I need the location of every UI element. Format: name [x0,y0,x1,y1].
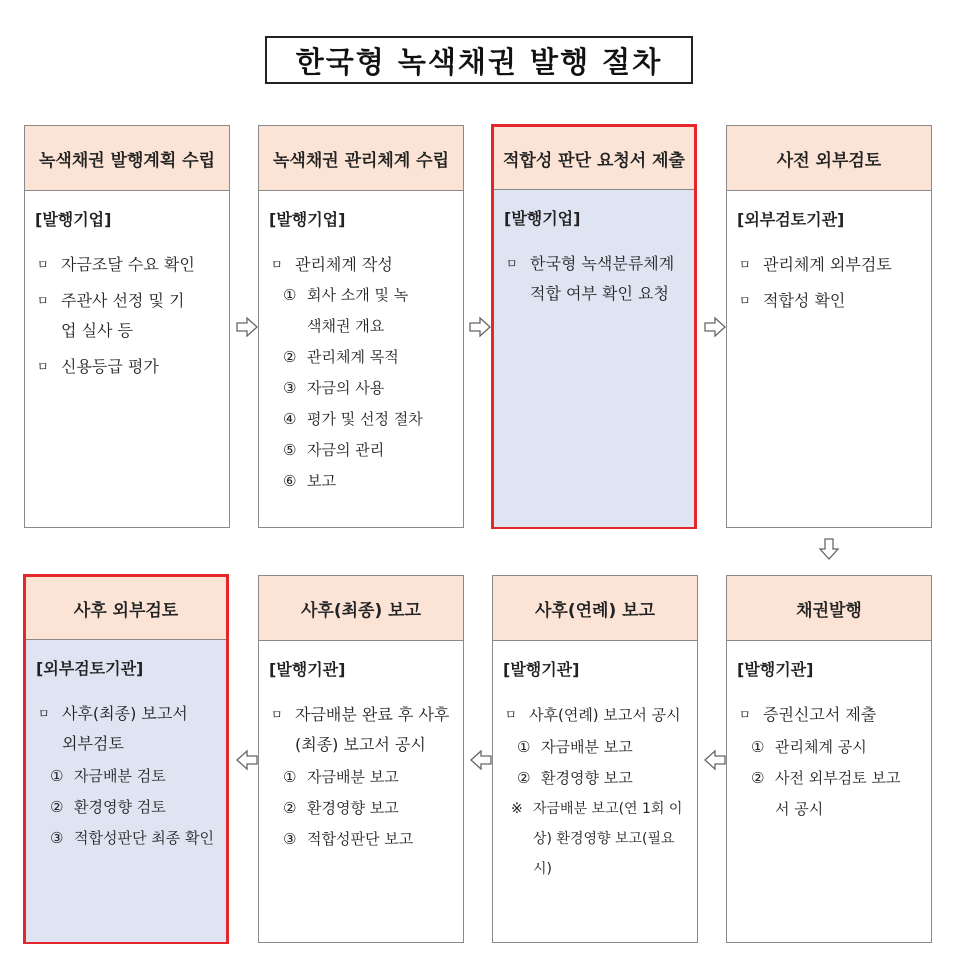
square-bullet-icon: ㅁ [271,258,283,272]
step-title: 사후(연례) 보고 [493,576,697,641]
arrow-right-icon [704,316,726,338]
step-post-external-review [23,574,229,944]
actor-label: [외부검토기관] [737,210,845,229]
step-pre-external-review [726,125,932,528]
bullet-item: ㅁ 주관사 선정 및 기업 실사 등 [35,286,221,346]
square-bullet-icon: ㅁ [739,294,751,308]
sub-item: ② 관리체계 목적 [283,348,399,366]
actor-label: [외부검토기관] [36,659,144,678]
sub-item: ① 자금배분 보고 [517,738,633,756]
actor-label: [발행기업] [269,210,346,229]
square-bullet-icon: ㅁ [506,257,518,271]
actor-label: [발행기관] [503,660,580,679]
sub-item: ① 자금배분 보고 [283,768,399,786]
sub-item: ② 환경영향 보고 [283,799,399,817]
step-title: 녹색채권 발행계획 수립 [25,126,229,191]
step-post-final-report [258,575,464,943]
step-management-framework [258,125,464,528]
square-bullet-icon: ㅁ [739,708,751,722]
step-bond-issuance [726,575,932,943]
step-post-annual-report [492,575,698,943]
square-bullet-icon: ㅁ [37,360,49,374]
arrow-right-icon [236,316,258,338]
square-bullet-icon: ㅁ [37,258,49,272]
sub-item: ② 환경영향 보고 [517,769,633,787]
sub-item: ② 사전 외부검토 보고서 공시 [751,769,901,818]
sub-item: ④ 평가 및 선정 절차 [283,410,423,428]
bullet-item: ㅁ 관리체계 작성 [269,250,455,280]
sub-item: ③ 적합성판단 보고 [283,830,414,848]
bullet-item: ㅁ 자금배분 완료 후 사후(최종) 보고서 공시 [269,700,455,760]
sub-item: ① 관리체계 공시 [751,738,867,756]
step-title: 채권발행 [727,576,931,641]
bullet-item: ㅁ 사후(최종) 보고서 외부검토 [36,699,218,759]
actor-label: [발행기관] [737,660,814,679]
step-title: 사전 외부검토 [727,126,931,191]
square-bullet-icon: ㅁ [505,708,517,722]
sub-item: ⑥ 보고 [283,472,336,490]
step-title: 녹색채권 관리체계 수립 [259,126,463,191]
sub-item: ③ 자금의 사용 [283,379,385,397]
reference-mark-icon: ※ [511,801,523,817]
step-title: 사후(최종) 보고 [259,576,463,641]
square-bullet-icon: ㅁ [739,258,751,272]
bullet-item: ㅁ 한국형 녹색분류체계 적합 여부 확인 요청 [504,249,686,309]
square-bullet-icon: ㅁ [271,708,283,722]
arrow-right-icon [469,316,491,338]
square-bullet-icon: ㅁ [37,294,49,308]
bullet-item: ㅁ 증권신고서 제출 [737,700,923,730]
bullet-item: ㅁ 신용등급 평가 [35,352,221,382]
step-title: 적합성 판단 요청서 제출 [494,127,694,190]
sub-item: ⑤ 자금의 관리 [283,441,385,459]
bullet-item: ㅁ 적합성 확인 [737,286,923,316]
arrow-left-icon [704,749,726,771]
sub-item: ① 자금배분 검토 [50,767,166,785]
bullet-item: ㅁ 자금조달 수요 확인 [35,250,221,280]
arrow-down-icon [818,538,840,560]
bullet-item: ㅁ 관리체계 외부검토 [737,250,923,280]
sub-item: ③ 적합성판단 최종 확인 [50,829,214,847]
step-suitability-request [491,124,697,529]
arrow-left-icon [470,749,492,771]
sub-item: ① 회사 소개 및 녹색채권 개요 [283,286,409,335]
arrow-left-icon [236,749,258,771]
actor-label: [발행기업] [504,209,581,228]
square-bullet-icon: ㅁ [38,707,50,721]
step-issuance-plan [24,125,230,528]
sub-item: ② 환경영향 검토 [50,798,166,816]
page-title: 한국형 녹색채권 발행 절차 [265,36,693,84]
bullet-item: ㅁ 사후(연례) 보고서 공시 [503,700,689,730]
note: ※ 자금배분 보고(연 1회 이상) 환경영향 보고(필요시) [503,794,689,884]
actor-label: [발행기업] [35,210,112,229]
actor-label: [발행기관] [269,660,346,679]
step-title: 사후 외부검토 [26,577,226,640]
